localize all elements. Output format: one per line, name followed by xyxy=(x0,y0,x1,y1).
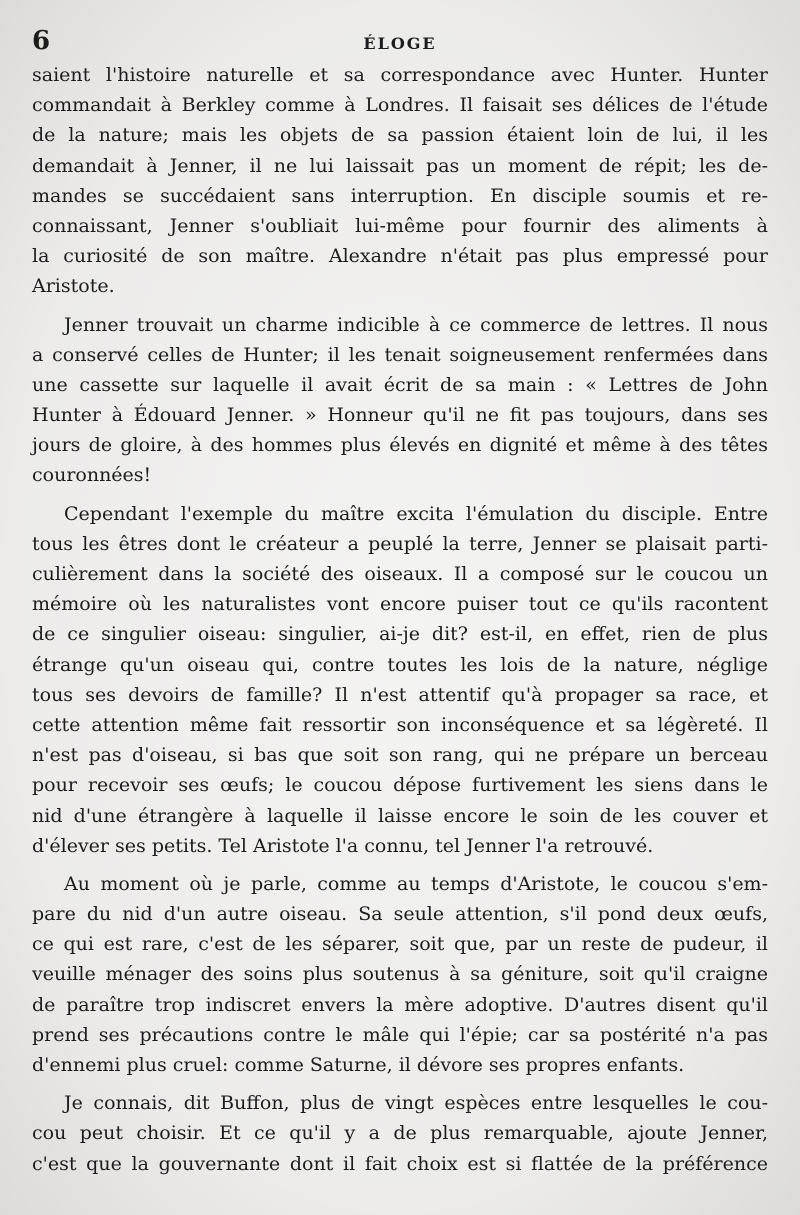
text-line: de paraître trop indiscret envers la mère adoptive. D'autres disent qu'il xyxy=(32,993,768,1016)
text-line: pare du nid d'un autre oiseau. Sa seule attention, s'il pond deux œufs, xyxy=(32,903,768,926)
text-line: connaissant, Jenner s'oubliait lui-même pour fournir des aliments à xyxy=(32,214,768,237)
text-line: tous ses devoirs de famille? Il n'est attentif qu'à propager sa race, et xyxy=(32,683,768,706)
text-line: prend ses précautions contre le mâle qui l'épie; car sa postérité n'a pas xyxy=(32,1023,768,1046)
text-line: étrange qu'un oiseau qui, contre toutes les lois de la nature, néglige xyxy=(32,653,768,676)
paragraph-gap xyxy=(32,1080,768,1088)
text-line: tous les êtres dont le créateur a peuplé la terre, Jenner se plaisait parti- xyxy=(32,532,768,555)
text-line: de ce singulier oiseau: singulier, ai-je dit? est-il, en effet, rien de plus xyxy=(32,623,768,646)
text-line: Je connais, dit Buffon, plus de vingt espèces entre lesquelles le cou- xyxy=(64,1092,768,1115)
running-head: ÉLOGE xyxy=(363,34,437,53)
text-line: veuille ménager des soins plus soutenus à sa géniture, soit qu'il craigne xyxy=(32,963,768,986)
paragraph xyxy=(32,60,768,302)
text-line: une cassette sur laquelle il avait écrit de sa main : « Lettres de John xyxy=(32,373,768,396)
text-line: mandes se succédaient sans interruption. En disciple soumis et re- xyxy=(32,184,768,207)
text-line: saient l'histoire naturelle et sa correspondance avec Hunter. Hunter xyxy=(32,64,768,86)
text-line: d'ennemi plus cruel: comme Saturne, il dévore ses propres enfants. xyxy=(32,1054,685,1076)
text-line: a conservé celles de Hunter; il les tenait soigneusement renfermées dans xyxy=(32,343,768,366)
body-text xyxy=(32,60,768,1179)
paragraph-gap xyxy=(32,302,768,310)
text-line: Aristote. xyxy=(32,275,115,298)
text-line: d'élever ses petits. Tel Aristote l'a connu, tel Jenner l'a retrouvé. xyxy=(32,834,654,857)
text-line: culièrement dans la société des oiseaux. Il a composé sur le coucou un xyxy=(32,563,768,585)
text-line: la curiosité de son maître. Alexandre n'était pas plus empressé pour xyxy=(32,245,768,268)
text-line: ce qui est rare, c'est de les séparer, soit que, par un reste de pudeur, il xyxy=(32,933,768,956)
text-line: demandait à Jenner, il ne lui laissait pas un moment de répit; les de- xyxy=(32,154,768,177)
text-line: Cependant l'exemple du maître excita l'émulation du disciple. Entre xyxy=(64,502,768,525)
paragraph xyxy=(32,869,768,1080)
text-line: cou peut choisir. Et ce qu'il y a de plus remarquable, ajoute Jenner, xyxy=(32,1122,768,1145)
text-line: nid d'une étrangère à laquelle il laisse encore le soin de les couver et xyxy=(32,804,768,827)
text-line: couronnées! xyxy=(32,464,152,487)
paragraph-gap xyxy=(32,861,768,869)
text-line: cette attention même fait ressortir son inconséquence et sa légèreté. Il xyxy=(32,713,768,736)
page-number: 6 xyxy=(32,26,51,56)
text-line: de la nature; mais les objets de sa passion étaient loin de lui, il les xyxy=(32,124,768,147)
paragraph xyxy=(32,310,768,491)
text-line: pour recevoir ses œufs; le coucou dépose furtivement les siens dans le xyxy=(32,774,768,797)
text-line: Hunter à Édouard Jenner. » Honneur qu'il ne fit pas toujours, dans ses xyxy=(32,404,768,427)
text-line: mémoire où les naturalistes vont encore puiser tout ce qu'ils racontent xyxy=(32,593,768,616)
text-line: commandait à Berkley comme à Londres. Il faisait ses délices de l'étude xyxy=(32,94,768,117)
paragraph xyxy=(32,499,768,861)
paragraph xyxy=(32,1088,768,1179)
page-header xyxy=(32,26,768,56)
paragraph-gap xyxy=(32,491,768,499)
text-line: Jenner trouvait un charme indicible à ce commerce de lettres. Il nous xyxy=(64,313,768,336)
text-line: jours de gloire, à des hommes plus élevés en dignité et même à des têtes xyxy=(32,434,768,457)
text-line: c'est que la gouvernante dont il fait choix est si flattée de la préférence xyxy=(32,1152,768,1175)
text-line: n'est pas d'oiseau, si bas que soit son rang, qui ne prépare un berceau xyxy=(32,744,768,767)
text-line: Au moment où je parle, comme au temps d'Aristote, le coucou s'em- xyxy=(64,872,768,895)
